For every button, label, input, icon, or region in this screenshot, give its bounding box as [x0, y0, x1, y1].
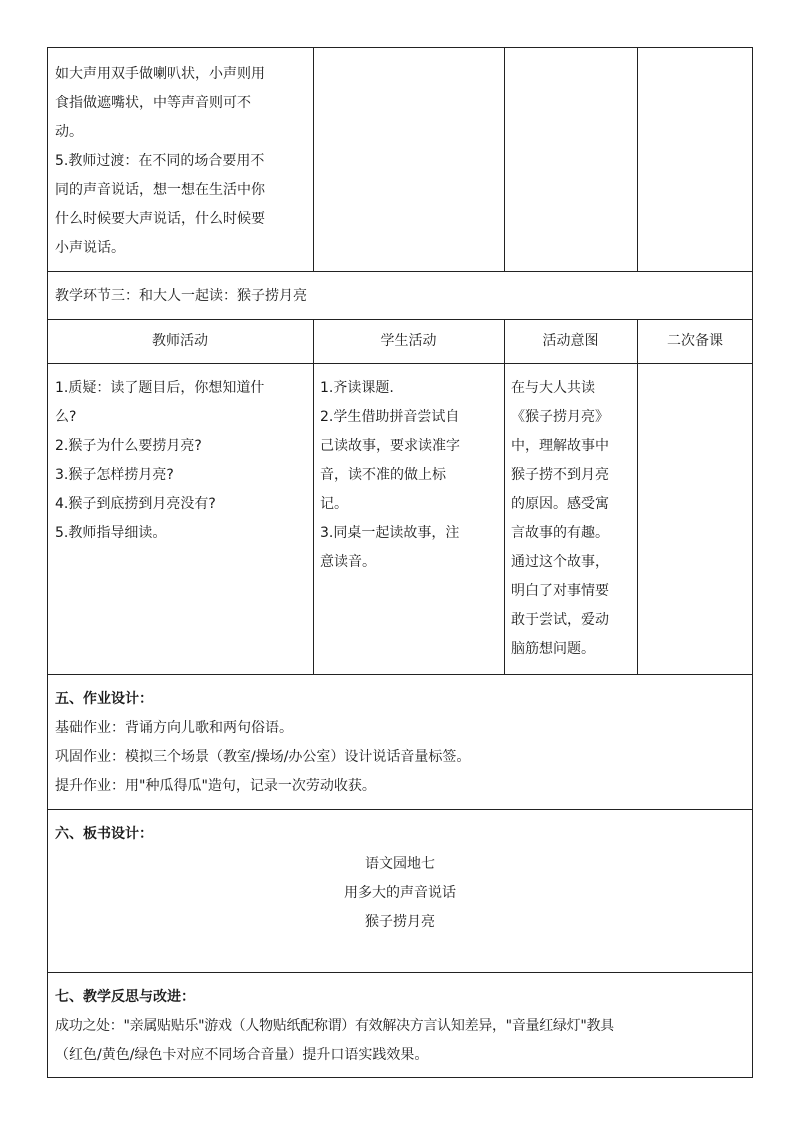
- text-line: 音，读不准的做上标: [320, 467, 446, 483]
- table-border-top: [47, 47, 753, 48]
- text-line: 言故事的有趣。: [511, 525, 609, 541]
- text-line: 己读故事，要求读准字: [320, 438, 460, 454]
- text-line: 1.齐读课题.: [320, 380, 394, 396]
- text-line: 2.猴子为什么要捞月亮?: [55, 438, 202, 454]
- text-line: 1.质疑：读了题目后，你想知道什: [55, 380, 265, 396]
- column-divider: [313, 47, 314, 272]
- reflection-section: [55, 983, 749, 1070]
- column-divider: [637, 47, 638, 272]
- row-divider: [47, 319, 753, 320]
- row-divider: [47, 972, 753, 973]
- column-divider: [637, 319, 638, 675]
- header-second-prep: 二次备课: [667, 333, 723, 349]
- column-divider: [504, 47, 505, 272]
- text-line: 小声说话。: [55, 240, 125, 256]
- text-line: 敢于尝试，爱动: [511, 612, 609, 628]
- text-line: 同的声音说话，想一想在生活中你: [55, 182, 265, 198]
- text-line: 《猴子捞月亮》: [511, 409, 609, 425]
- teacher-activity-text: [55, 374, 305, 548]
- text-line: 什么时候要大声说话，什么时候要: [55, 211, 265, 227]
- board-content: [47, 850, 753, 937]
- text-line: 3.猴子怎样捞月亮?: [55, 467, 174, 483]
- text-line: 在与大人共读: [511, 380, 595, 396]
- text-line: 基础作业：背诵方向儿歌和两句俗语。: [55, 720, 293, 736]
- column-divider: [313, 319, 314, 675]
- text-line: 中，理解故事中: [511, 438, 609, 454]
- text-line: 3.同桌一起读故事，注: [320, 525, 460, 541]
- text-line: 5.教师指导细读。: [55, 525, 167, 541]
- text-line: 意读音。: [320, 554, 376, 570]
- text-line: 动。: [55, 124, 83, 140]
- text-line: 5.教师过渡：在不同的场合要用不: [55, 153, 265, 169]
- text-line: 脑筋想问题。: [511, 641, 595, 657]
- text-line: 提升作业：用"种瓜得瓜"造句，记录一次劳动收获。: [55, 778, 376, 794]
- header-activity-intent: 活动意图: [542, 333, 599, 349]
- board-title: 六、板书设计：: [55, 826, 153, 842]
- reflection-title: 七、教学反思与改进：: [55, 989, 195, 1005]
- section-title: 教学环节三：和大人一起读：猴子捞月亮: [55, 288, 307, 304]
- text-line: 通过这个故事，: [511, 554, 609, 570]
- text-line: 猴子捞不到月亮: [511, 467, 609, 483]
- column-divider: [504, 319, 505, 675]
- text-line: 巩固作业：模拟三个场景（教室/操场/办公室）设计说话音量标签。: [55, 749, 471, 765]
- text-line: 食指做遮嘴状，中等声音则可不: [55, 95, 251, 111]
- text-line: 么?: [55, 409, 77, 425]
- text-line: 明白了对事情要: [511, 583, 609, 599]
- continuation-teacher-text: [55, 60, 305, 263]
- table-border-bottom: [47, 1077, 753, 1078]
- row-divider: [47, 363, 753, 364]
- header-student-activity: 学生活动: [380, 333, 437, 349]
- text-line: 2.学生借助拼音尝试自: [320, 409, 460, 425]
- text-line: （红色/黄色/绿色卡对应不同场合音量）提升口语实践效果。: [55, 1047, 429, 1063]
- activity-intent-text: [511, 374, 629, 664]
- text-line: 4.猴子到底捞到月亮没有?: [55, 496, 216, 512]
- text-line: 如大声用双手做喇叭状，小声则用: [55, 66, 265, 82]
- text-line: 成功之处："亲属贴贴乐"游戏（人物贴纸配称谓）有效解决方言认知差异，"音量红绿灯"教具: [55, 1018, 614, 1034]
- student-activity-text: [320, 374, 498, 577]
- text-line: 的原因。感受寓: [511, 496, 609, 512]
- row-divider: [47, 809, 753, 810]
- homework-title: 五、作业设计：: [55, 691, 153, 707]
- text-line: 猴子捞月亮: [365, 914, 435, 930]
- row-divider: [47, 674, 753, 675]
- homework-section: [55, 685, 745, 801]
- lesson-plan-table: [47, 47, 753, 1078]
- header-teacher-activity: 教师活动: [152, 333, 208, 349]
- text-line: 语文园地七: [365, 856, 435, 872]
- row-divider: [47, 271, 753, 272]
- text-line: 记。: [320, 496, 348, 512]
- text-line: 用多大的声音说话: [344, 885, 456, 901]
